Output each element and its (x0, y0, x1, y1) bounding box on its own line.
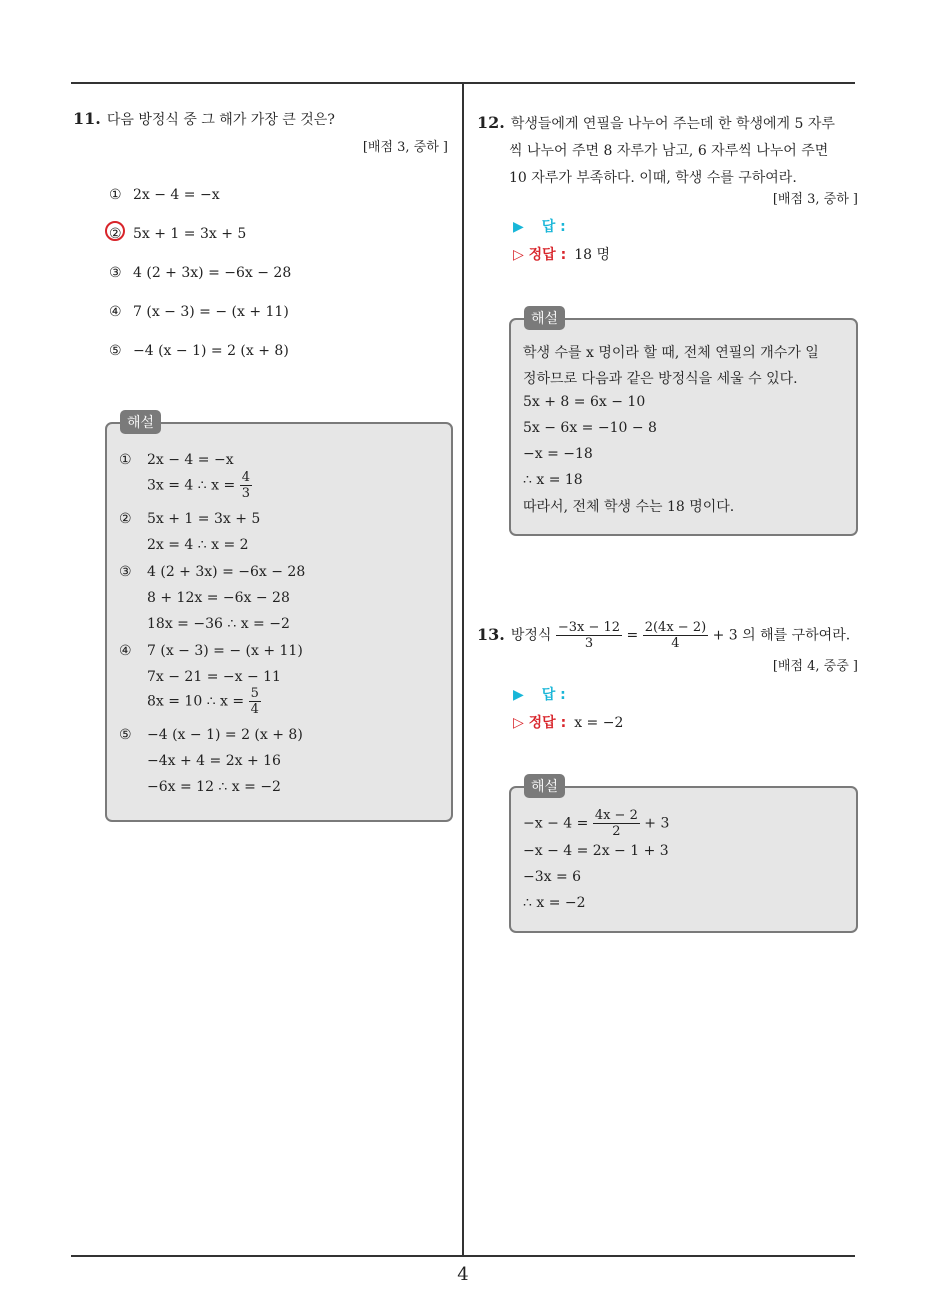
option-number: ② (109, 226, 122, 242)
q11-text: 다음 방정식 중 그 해가 가장 큰 것은? (106, 112, 335, 128)
solution-line: 18x = −36 ∴ x = −2 (147, 616, 290, 632)
solution-line: ③ 4 (2 + 3x) = −6x − 28 (119, 564, 306, 580)
option-equation: −4 (x − 1) = 2 (x + 8) (133, 343, 289, 359)
solution-line: 5x + 8 = 6x − 10 (523, 394, 646, 410)
solution-line: −3x = 6 (523, 869, 582, 885)
option-equation: 7 (x − 3) = − (x + 11) (133, 304, 289, 320)
solution-line: ② 5x + 1 = 3x + 5 (119, 511, 261, 527)
fraction: $\frac{4x - 2}{2}$ (594, 808, 638, 839)
solution-line: 학생 수를 x 명이라 할 때, 전체 연필의 개수가 일 (523, 345, 819, 361)
solution-line: −x − 4 = 2x − 1 + 3 (523, 843, 669, 859)
solution-line: ∴ x = 18 (523, 472, 583, 488)
fraction: $\frac{-3x - 12}{3}$ (557, 620, 621, 651)
solution-line: 정하므로 다음과 같은 방정식을 세울 수 있다. (523, 371, 798, 387)
option-equation: 2x − 4 = −x (133, 187, 220, 203)
q11-meta: [배점 3, 중하 ] (362, 140, 448, 155)
q12-question: 12. 학생들에게 연필을 나누어 주는데 한 학생에게 5 자루 씩 나누어 주면 8 자루가 남고, 6 자루씩 나누어 주면 10 자루가 부족하다. 이때, 학생 수를 구하여라. (477, 113, 835, 186)
option-number: ⑤ (109, 343, 122, 359)
option-number: ③ (109, 265, 122, 281)
fraction: $\frac{4}{3}$ (241, 470, 250, 501)
solution-line: −4x + 4 = 2x + 16 (147, 753, 281, 769)
option-equation: 4 (2 + 3x) = −6x − 28 (133, 265, 292, 281)
page-number: 4 (457, 1264, 469, 1285)
solution-line: −x = −18 (523, 446, 593, 462)
q11-number: 11. (73, 109, 101, 128)
q12-correct-answer: ▷ 정답 : 18 명 (513, 247, 610, 263)
solution-line: 5x − 6x = −10 − 8 (523, 420, 657, 436)
q13-question: 13. 방정식 $\frac{-3x - 12}{3}$ = $\frac{2(4x - 2)}{4}$ + 3 의 해를 구하여라. (477, 620, 851, 651)
q12-meta: [배점 3, 중하 ] (772, 192, 858, 207)
q13-meta: [배점 4, 중중 ] (772, 659, 858, 674)
option-equation: 5x + 1 = 3x + 5 (133, 226, 247, 242)
solution-line: ① 2x − 4 = −x (119, 452, 234, 468)
solution-line: 7x − 21 = −x − 11 (147, 669, 281, 685)
solution-tag: 해설 (524, 306, 565, 330)
option-number: ① (109, 187, 122, 203)
solution-line: ⑤ −4 (x − 1) = 2 (x + 8) (119, 727, 303, 743)
q11-option-3[interactable] (109, 265, 291, 281)
q12-answer-field[interactable]: ▶ 답 : (513, 219, 566, 235)
solution-line: 8 + 12x = −6x − 28 (147, 590, 290, 606)
solution-tag: 해설 (524, 774, 565, 798)
q13-solution-box (509, 779, 858, 933)
solution-line: −x − 4 = $\frac{4x - 2}{2}$ + 3 (523, 808, 670, 839)
play-icon: ▶ (513, 219, 524, 235)
play-outline-icon: ▷ (513, 715, 524, 731)
q11-question (73, 109, 335, 129)
q13-answer-field[interactable]: ▶ 답 : (513, 687, 566, 703)
q11-option-2[interactable] (109, 226, 246, 242)
q13-correct-answer: ▷ 정답 : x = −2 (513, 715, 624, 731)
q11-option-1[interactable] (109, 187, 220, 203)
q11-option-5[interactable] (109, 343, 289, 359)
option-number: ④ (109, 304, 122, 320)
solution-line: ∴ x = −2 (523, 895, 586, 911)
q11-option-4[interactable] (109, 304, 289, 320)
q12-solution-box (509, 311, 858, 536)
solution-line: 3x = 4 ∴ x = $\frac{4}{3}$ (147, 470, 250, 501)
play-icon: ▶ (513, 687, 524, 703)
solution-line: −6x = 12 ∴ x = −2 (147, 779, 281, 795)
solution-tag: 해설 (120, 410, 161, 434)
fraction: $\frac{5}{4}$ (250, 686, 259, 717)
column-divider (462, 83, 464, 1257)
fraction: $\frac{2(4x - 2)}{4}$ (644, 620, 707, 651)
solution-line: 2x = 4 ∴ x = 2 (147, 537, 249, 553)
solution-line: 따라서, 전체 학생 수는 18 명이다. (523, 499, 735, 515)
solution-line: ④ 7 (x − 3) = − (x + 11) (119, 643, 303, 659)
solution-line: 8x = 10 ∴ x = $\frac{5}{4}$ (147, 686, 259, 717)
q11-solution-box (105, 415, 453, 822)
play-outline-icon: ▷ (513, 247, 524, 263)
q13-number: 13. (477, 624, 505, 644)
q12-number: 12. (477, 113, 505, 132)
